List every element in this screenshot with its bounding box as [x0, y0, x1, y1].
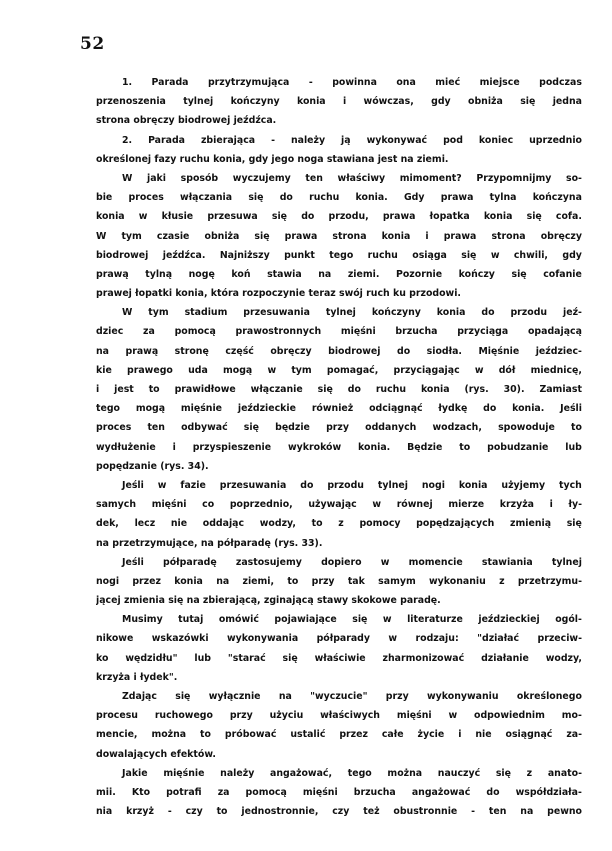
text-line: 2. Parada zbierająca - należy ją wykonywać pod koniec uprzednio — [122, 134, 582, 146]
text-line: prawej łopatki konia, która rozpoczynie teraz swój ruch ku przodowi. — [96, 288, 461, 300]
text-line: kie prawego uda mogą w tym pomagać, przyciągając w dół miednicę, — [96, 364, 582, 376]
text-line: dowalających efektów. — [96, 748, 216, 760]
text-line: nia krzyż - czy to jednostronnie, czy też obustronnie - ten na pewno — [96, 806, 582, 818]
text-line: mencie, można to próbować ustalić przez całe życie i nie osiągnąć za- — [96, 729, 582, 741]
text-line: samych mięśni co poprzednio, używając w równej mierze krzyża i ły- — [96, 499, 582, 511]
text-line: nogi przez konia na ziemi, to przy tak samym wykonaniu z przetrzymu- — [96, 575, 582, 587]
page-number: 52 — [80, 34, 105, 54]
text-line: W tym stadium przesuwania tylnej kończyny konia do przodu jeź- — [122, 307, 582, 319]
text-line: W jaki sposób wyczujemy ten właściwy mimoment? Przypomnijmy so- — [122, 172, 582, 184]
text-line: nikowe wskazówki wykonywania półparady w rodzaju: "działać przeciw- — [96, 633, 582, 645]
text-line: Jakie mięśnie należy angażować, tego można nauczyć się z anato- — [122, 767, 582, 779]
text-line: popędzanie (rys. 34). — [96, 460, 209, 472]
text-line: Jeśli w fazie przesuwania do przodu tylnej nogi konia użyjemy tych — [122, 479, 582, 491]
text-line: na prawą stronę część obręczy biodrowej do siodła. Mięśnie jeździec- — [96, 345, 582, 357]
text-line: biodrowej jeźdźca. Najniższy punkt tego ruchu osiąga się w chwili, gdy — [96, 249, 582, 261]
text-line: bie proces włączania się do ruchu konia. Gdy prawa tylna kończyna — [96, 192, 582, 204]
text-line: dziec za pomocą prawostronnych mięśni brzucha przyciąga opadającą — [96, 326, 582, 338]
text-line: konia w kłusie przesuwa się do przodu, prawa łopatka konia się cofa. — [96, 211, 582, 223]
text-line: na przetrzymujące, na półparadę (rys. 33). — [96, 537, 323, 549]
text-line: mii. Kto potrafi za pomocą mięśni brzucha angażować do współdziała- — [96, 786, 582, 798]
text-line: Zdając się wyłącznie na "wyczucie" przy wykonywaniu określonego — [122, 691, 582, 702]
text-line: dek, lecz nie oddając wodzy, to z pomocy popędzających zmienią się — [96, 518, 582, 530]
text-line: jącej zmienia się na zbierającą, zginającą stawy skokowe paradę. — [96, 595, 441, 607]
text-line: tego mogą mięśnie jeździeckie również odciągnąć łydkę do konia. Jeśli — [96, 403, 582, 415]
text-line: Musimy tutaj omówić pojawiające się w literaturze jeździeckiej ogól- — [122, 614, 582, 626]
text-line: strona obręczy biodrowej jeźdźca. — [96, 115, 277, 127]
text-line: procesu ruchowego przy użyciu właściwych mięśni w odpowiednim mo- — [96, 710, 582, 722]
text-line: prawą tylną nogę koń stawia na ziemi. Pozornie kończy się cofanie — [96, 268, 582, 280]
text-line: przenoszenia tylnej kończyny konia i wówczas, gdy obniża się jedna — [96, 96, 582, 108]
text-line: 1. Parada przytrzymująca - powinna ona mieć miejsce podczas — [122, 77, 582, 88]
text-line: i jest to prawidłowe włączanie się do ruchu konia (rys. 30). Zamiast — [96, 384, 582, 395]
text-line: krzyża i łydek". — [96, 671, 178, 683]
text-line: Jeśli półparadę zastosujemy dopiero w momencie stawiania tylnej — [122, 556, 582, 568]
text-line: ko wędzidłu" lub "starać się właściwie zharmonizować działanie wodzy, — [96, 652, 582, 664]
text-line: wydłużenie i przyspieszenie wykroków konia. Będzie to pobudzanie lub — [96, 441, 582, 453]
text-line: określonej fazy ruchu konia, gdy jego noga stawiana jest na ziemi. — [96, 153, 449, 165]
text-line: W tym czasie obniża się prawa strona konia i prawa strona obręczy — [96, 230, 582, 242]
document-body — [96, 73, 582, 821]
text-line: proces ten odbywać się będzie przy oddanych wodzach, spowoduje to — [96, 422, 582, 434]
